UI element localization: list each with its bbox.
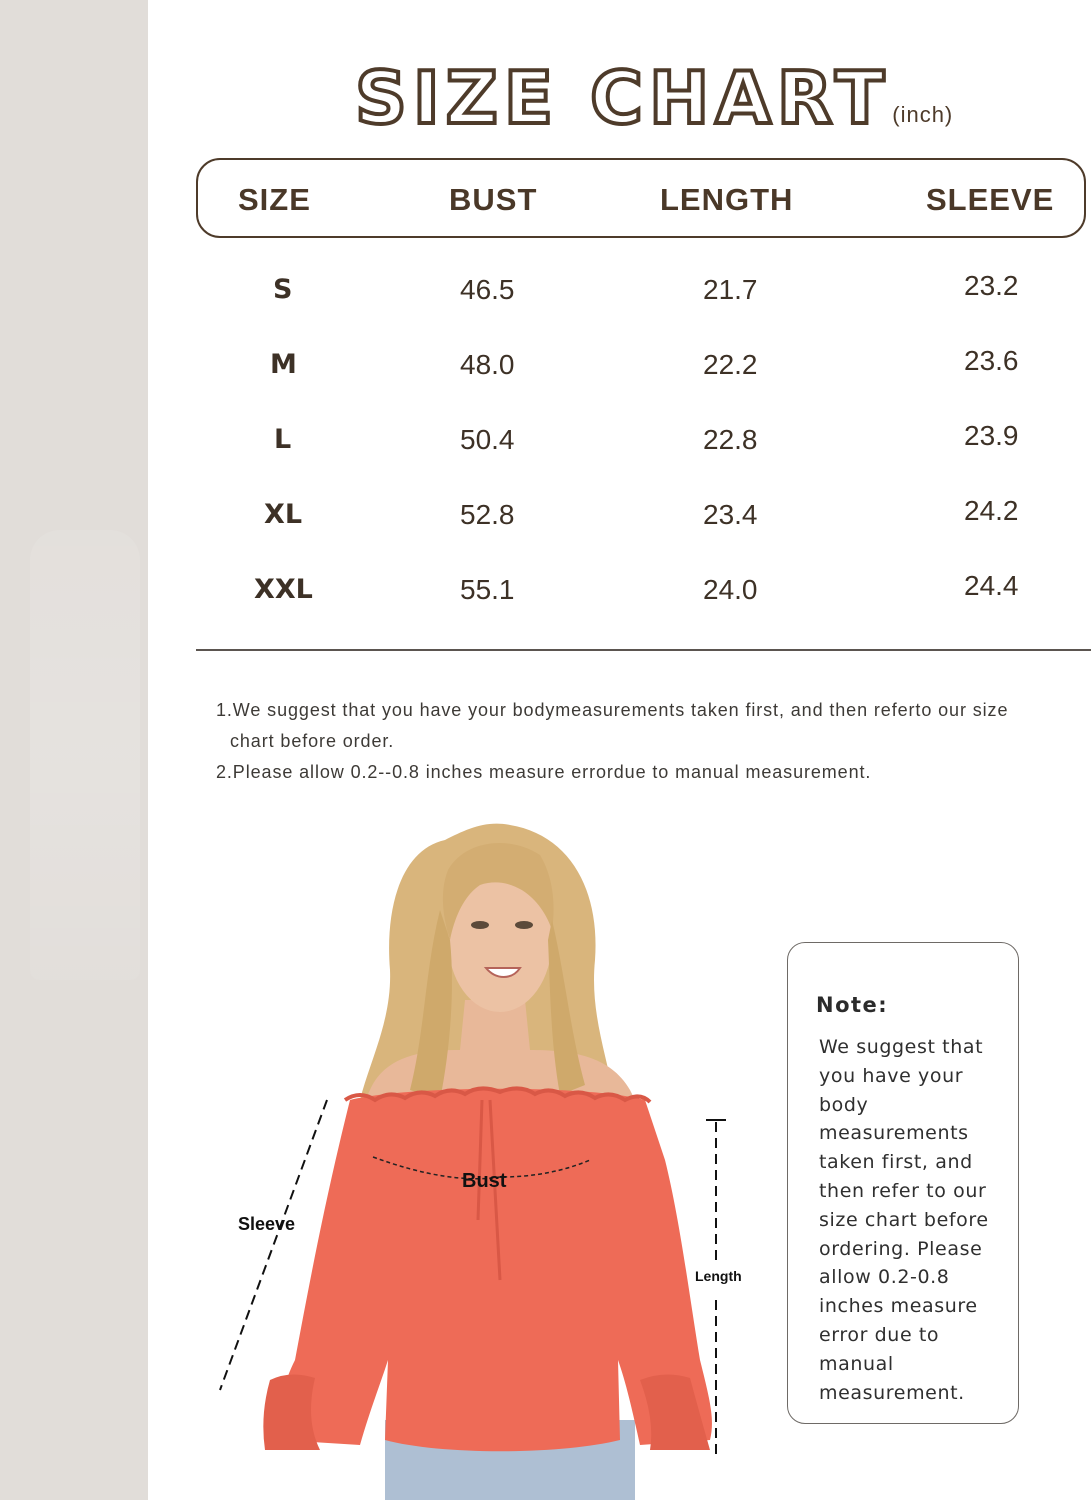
table-row <box>0 495 1091 539</box>
sleeve-cell: 24.2 <box>964 495 1019 526</box>
table-row <box>0 570 1091 614</box>
bust-cell: 55.1 <box>460 574 515 605</box>
length-cell: 22.2 <box>703 349 758 380</box>
table-divider <box>196 649 1091 651</box>
table-row <box>0 270 1091 314</box>
length-cell: 22.8 <box>703 424 758 455</box>
table-header <box>196 158 1086 238</box>
title-unit: (inch) <box>892 102 954 127</box>
title-main: SIZE CHART <box>355 56 891 140</box>
bust-cell: 52.8 <box>460 499 515 530</box>
note-line-2: 2.Please allow 0.2--0.8 inches measure errordue to manual measurement. <box>216 762 872 782</box>
table-row <box>0 345 1091 389</box>
size-cell: M <box>270 349 297 380</box>
svg-text:Sleeve: Sleeve <box>238 1214 296 1234</box>
model-photo <box>210 800 750 1500</box>
note-line-1-continued: chart before order. <box>230 731 395 751</box>
size-cell: XL <box>264 499 303 530</box>
note-title: Note: <box>816 993 889 1017</box>
note-body: We suggest that you have your body measurements taken first, and then refer to our size chart before ordering. Please allow 0.2-0.8 inches measure error due to manual measurement. <box>819 1036 989 1404</box>
size-cell: S <box>273 274 293 305</box>
measurement-notes <box>216 695 1086 788</box>
bust-cell: 50.4 <box>460 424 515 455</box>
size-cell: XXL <box>254 574 313 605</box>
header-bust: BUST <box>449 182 538 217</box>
size-cell: L <box>274 424 292 455</box>
table-row <box>0 420 1091 464</box>
header-size: SIZE <box>238 182 311 217</box>
sleeve-cell: 24.4 <box>964 570 1019 601</box>
note-line-1: 1.We suggest that you have your bodymeasurements taken first, and then referto our size <box>216 700 1009 720</box>
note-box <box>787 942 1019 1424</box>
header-sleeve: SLEEVE <box>926 182 1055 217</box>
sleeve-cell: 23.6 <box>964 345 1019 376</box>
sleeve-cell: 23.9 <box>964 420 1019 451</box>
bust-cell: 48.0 <box>460 349 515 380</box>
header-length: LENGTH <box>660 182 794 217</box>
model-illustration-icon <box>210 800 750 1500</box>
size-chart-title <box>355 58 953 138</box>
length-cell: 21.7 <box>703 274 758 305</box>
svg-text:Length: Length <box>695 1268 742 1284</box>
sleeve-cell: 23.2 <box>964 270 1019 301</box>
length-cell: 23.4 <box>703 499 758 530</box>
bust-cell: 46.5 <box>460 274 515 305</box>
side-background-strip <box>0 0 148 1500</box>
length-cell: 24.0 <box>703 574 758 605</box>
svg-text:Bust: Bust <box>462 1170 507 1192</box>
